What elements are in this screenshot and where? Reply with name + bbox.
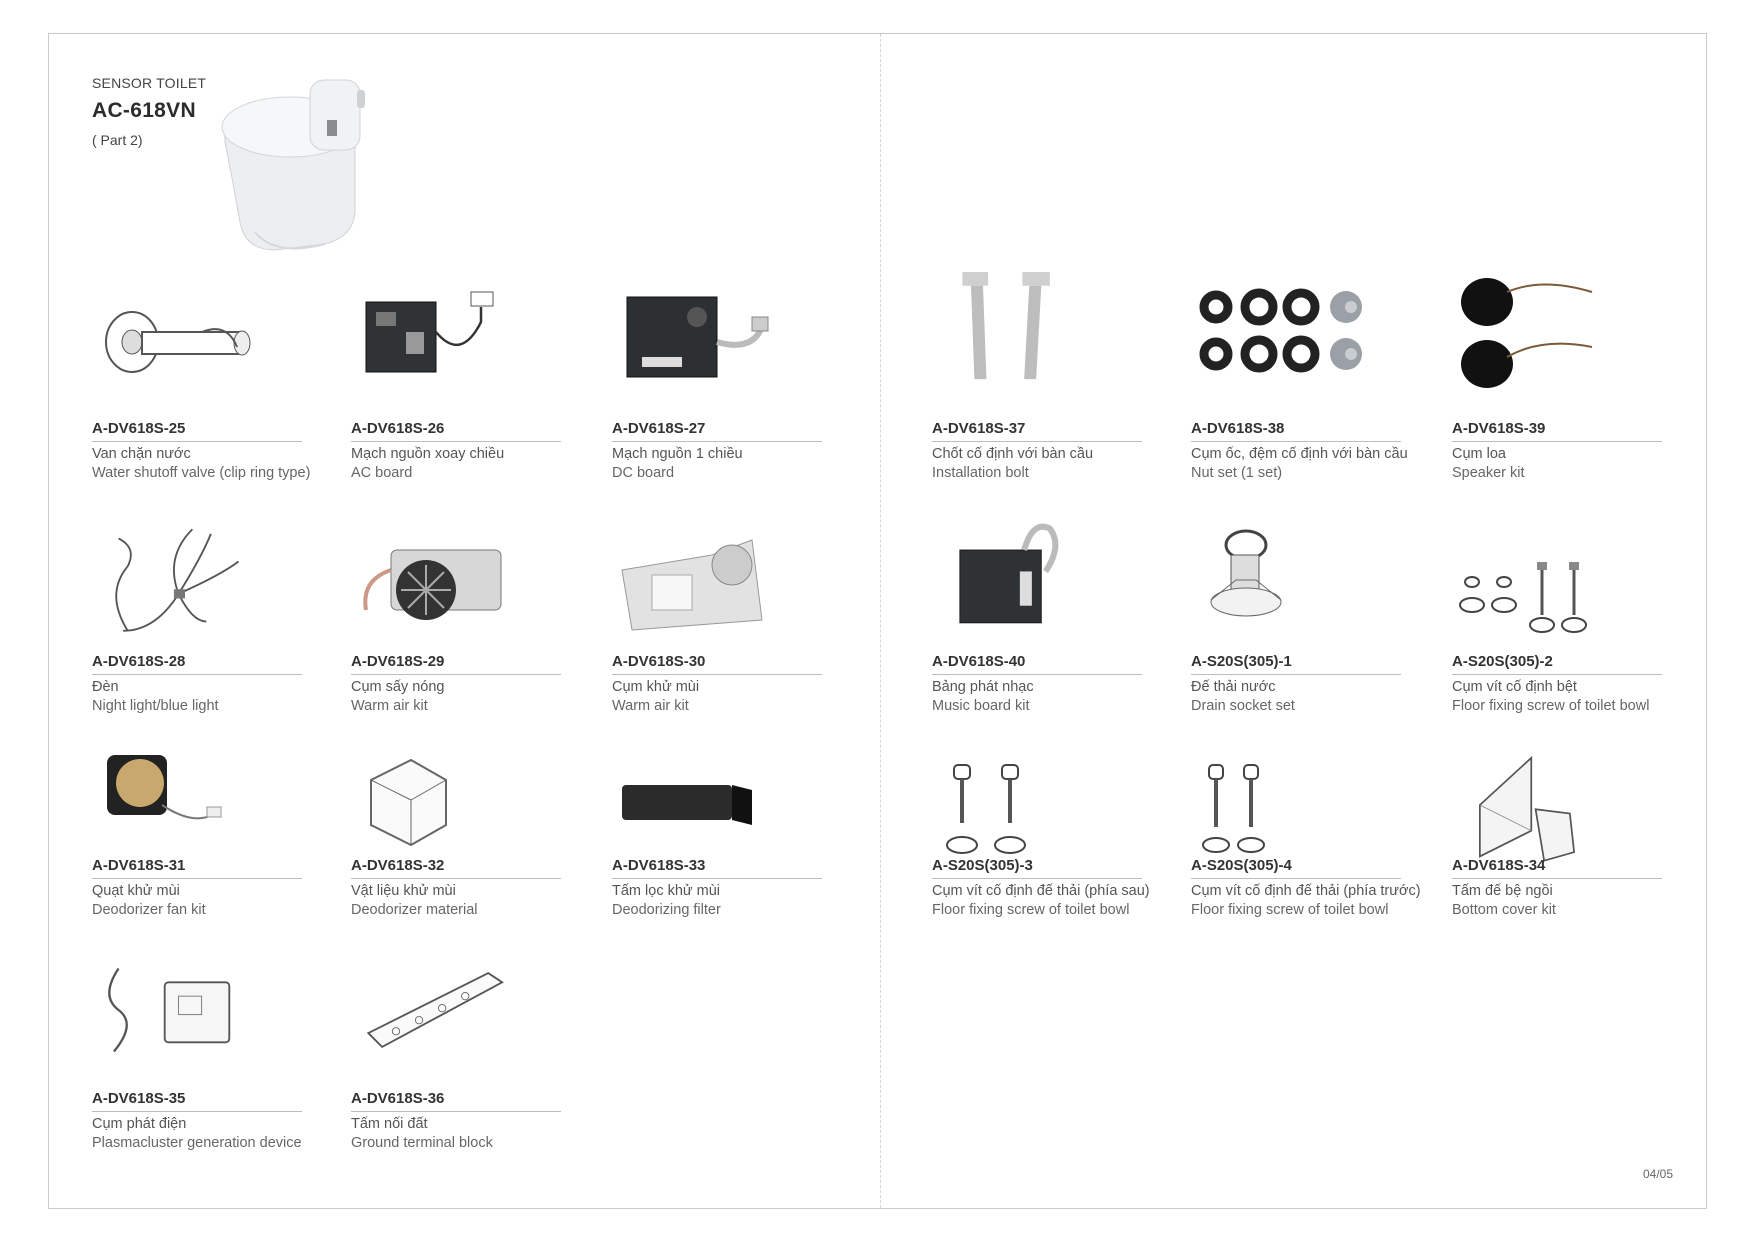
part-name-vietnamese: Bảng phát nhạc bbox=[932, 679, 1034, 695]
ac-board-icon bbox=[351, 272, 561, 392]
night-light-icon bbox=[92, 520, 302, 640]
bottom-cover-icon bbox=[1452, 745, 1662, 865]
toilet-product-image bbox=[215, 72, 405, 262]
deodorizer-material-icon bbox=[351, 745, 561, 865]
part-name-vietnamese: Quạt khử mùi bbox=[92, 883, 180, 899]
part-divider bbox=[92, 1111, 302, 1112]
product-category: SENSOR TOILET bbox=[92, 75, 207, 91]
part-name-vietnamese: Tấm đế bệ ngồi bbox=[1452, 883, 1553, 899]
part-name-english: Music board kit bbox=[932, 698, 1030, 714]
ground-terminal-icon bbox=[351, 950, 561, 1070]
part-divider bbox=[1452, 441, 1662, 442]
drain-socket-icon bbox=[1191, 520, 1401, 640]
part-name-vietnamese: Cụm khử mùi bbox=[612, 679, 700, 695]
part-name-vietnamese: Cụm sấy nóng bbox=[351, 679, 445, 695]
part-name-english: Warm air kit bbox=[351, 698, 428, 714]
part-divider bbox=[351, 1111, 561, 1112]
part-name-english: Floor fixing screw of toilet bowl bbox=[1191, 902, 1389, 918]
part-code: A-S20S(305)-2 bbox=[1452, 653, 1553, 670]
deodorizer-housing-icon bbox=[612, 520, 822, 640]
part-code: A-DV618S-31 bbox=[92, 857, 186, 874]
part-name-vietnamese: Đèn bbox=[92, 679, 119, 695]
part-name-vietnamese: Cụm loa bbox=[1452, 446, 1506, 462]
part-code: A-DV618S-36 bbox=[351, 1090, 445, 1107]
part-name-english: Bottom cover kit bbox=[1452, 902, 1556, 918]
page-number: 04/05 bbox=[1643, 1167, 1674, 1181]
part-divider bbox=[351, 674, 561, 675]
part-name-english: AC board bbox=[351, 465, 413, 481]
part-divider bbox=[1191, 674, 1401, 675]
front-screw-icon bbox=[1191, 745, 1401, 865]
part-divider bbox=[932, 878, 1142, 879]
part-divider bbox=[1191, 878, 1401, 879]
page-fold-divider bbox=[880, 34, 881, 1208]
part-name-vietnamese: Cụm vít cố định bệt bbox=[1452, 679, 1577, 695]
part-divider bbox=[1452, 878, 1662, 879]
part-name-english: Deodorizer fan kit bbox=[92, 902, 206, 918]
part-name-english: Deodorizing filter bbox=[612, 902, 721, 918]
part-code: A-DV618S-29 bbox=[351, 653, 445, 670]
part-code: A-DV618S-34 bbox=[1452, 857, 1546, 874]
part-code: A-S20S(305)-4 bbox=[1191, 857, 1292, 874]
part-name-english: Drain socket set bbox=[1191, 698, 1295, 714]
part-name-english: DC board bbox=[612, 465, 675, 481]
part-name-vietnamese: Van chặn nước bbox=[92, 446, 191, 462]
part-code: A-DV618S-32 bbox=[351, 857, 445, 874]
warm-air-fan-icon bbox=[351, 520, 561, 640]
part-name-english: Warm air kit bbox=[612, 698, 689, 714]
music-board-icon bbox=[932, 520, 1142, 640]
part-name-vietnamese: Vật liệu khử mùi bbox=[351, 883, 456, 899]
part-name-vietnamese: Cụm phát điện bbox=[92, 1116, 187, 1132]
part-name-vietnamese: Mạch nguồn xoay chiều bbox=[351, 446, 505, 462]
part-name-vietnamese: Cụm ốc, đệm cố định với bàn cầu bbox=[1191, 446, 1408, 462]
part-divider bbox=[1191, 441, 1401, 442]
nut-set-icon bbox=[1191, 272, 1401, 392]
product-model: AC-618VN bbox=[92, 99, 196, 122]
plasmacluster-icon bbox=[92, 950, 302, 1070]
part-divider bbox=[92, 878, 302, 879]
part-name-vietnamese: Cụm vít cố định đế thải (phía trước) bbox=[1191, 883, 1421, 899]
part-name-vietnamese: Chốt cố định với bàn cầu bbox=[932, 446, 1094, 462]
part-divider bbox=[932, 441, 1142, 442]
part-code: A-DV618S-26 bbox=[351, 420, 445, 437]
part-code: A-DV618S-39 bbox=[1452, 420, 1546, 437]
part-name-english: Plasmacluster generation device bbox=[92, 1135, 302, 1151]
part-divider bbox=[1452, 674, 1662, 675]
dc-board-icon bbox=[612, 272, 822, 392]
part-code: A-DV618S-27 bbox=[612, 420, 706, 437]
part-code: A-DV618S-37 bbox=[932, 420, 1026, 437]
part-indicator: ( Part 2) bbox=[92, 132, 143, 148]
part-divider bbox=[612, 878, 822, 879]
part-name-english: Installation bolt bbox=[932, 465, 1029, 481]
part-code: A-S20S(305)-1 bbox=[1191, 653, 1292, 670]
part-code: A-DV618S-28 bbox=[92, 653, 186, 670]
part-name-english: Speaker kit bbox=[1452, 465, 1525, 481]
rear-screw-icon bbox=[932, 745, 1142, 865]
part-name-english: Deodorizer material bbox=[351, 902, 478, 918]
part-name-vietnamese: Đế thải nước bbox=[1191, 679, 1276, 695]
part-name-english: Floor fixing screw of toilet bowl bbox=[1452, 698, 1650, 714]
part-code: A-DV618S-40 bbox=[932, 653, 1026, 670]
part-divider bbox=[351, 441, 561, 442]
screw-set-icon bbox=[1452, 520, 1662, 640]
filter-icon bbox=[612, 745, 822, 865]
part-name-english: Night light/blue light bbox=[92, 698, 219, 714]
part-name-english: Nut set (1 set) bbox=[1191, 465, 1283, 481]
part-name-vietnamese: Tấm lọc khử mùi bbox=[612, 883, 721, 899]
part-name-english: Water shutoff valve (clip ring type) bbox=[92, 465, 311, 481]
part-divider bbox=[612, 441, 822, 442]
part-name-english: Floor fixing screw of toilet bowl bbox=[932, 902, 1130, 918]
part-divider bbox=[92, 441, 302, 442]
part-name-vietnamese: Tấm nối đất bbox=[351, 1116, 428, 1132]
part-code: A-DV618S-30 bbox=[612, 653, 706, 670]
part-divider bbox=[92, 674, 302, 675]
part-code: A-DV618S-38 bbox=[1191, 420, 1285, 437]
part-name-english: Ground terminal block bbox=[351, 1135, 493, 1151]
part-code: A-DV618S-35 bbox=[92, 1090, 186, 1107]
part-divider bbox=[612, 674, 822, 675]
part-divider bbox=[351, 878, 561, 879]
part-name-vietnamese: Mạch nguồn 1 chiều bbox=[612, 446, 743, 462]
valve-icon bbox=[92, 272, 302, 392]
fan-icon bbox=[92, 745, 302, 865]
installation-bolt-icon bbox=[932, 272, 1142, 392]
part-code: A-DV618S-33 bbox=[612, 857, 706, 874]
speaker-icon bbox=[1452, 272, 1662, 392]
part-divider bbox=[932, 674, 1142, 675]
part-code: A-DV618S-25 bbox=[92, 420, 186, 437]
part-name-vietnamese: Cụm vít cố định đế thải (phía sau) bbox=[932, 883, 1150, 899]
part-code: A-S20S(305)-3 bbox=[932, 857, 1033, 874]
